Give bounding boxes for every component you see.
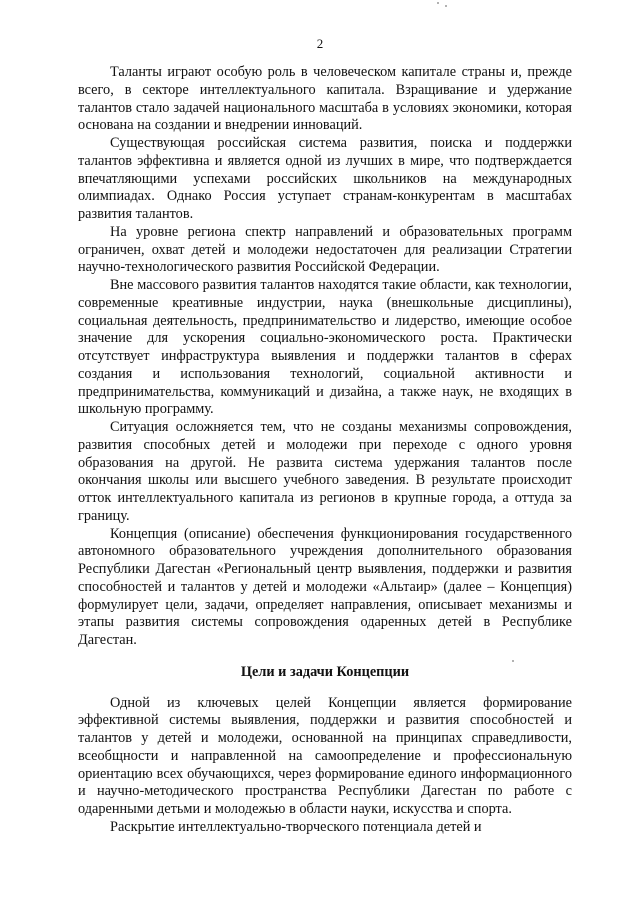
paragraph-talents-role: Таланты играют особую роль в человеческом капитале страны и, прежде всего, в секторе интеллектуального капитала. Взращивание и удержание талантов стало задачей национального масштаба в условиях экономики, которая основана на создании и внедрении инноваций. (78, 64, 572, 134)
paragraph-situation: Ситуация осложняется тем, что не созданы механизмы сопровождения, развития способных детей и молодежи при переходе с одного уровня образования на другой. Не развита система удержания талантов после окончания школы или высшего учебного заведения. В результате происходит отток интеллектуального капитала из регионов в крупные города, а оттуда за границу. (78, 419, 572, 524)
paragraph-regional-level: На уровне региона спектр направлений и образовательных программ ограничен, охват детей и молодежи недостаточен для реализации Стратегии научно-технологического развития Российской Федерации. (78, 223, 572, 276)
scan-speck (437, 2, 439, 4)
scan-speck (445, 5, 447, 7)
scan-speck (512, 660, 514, 662)
paragraph-russian-system: Существующая российская система развития, поиска и поддержки талантов эффективна и является одной из лучших в мире, что подтверждается впечатляющими успехами российских школьников на международных олимпиадах. Однако Россия уступает странам-конкурентам в масштабах развития талантов. (78, 135, 572, 222)
paragraph-key-goal: Одной из ключевых целей Концепции является формирование эффективной системы выявления, поддержки и развития способностей и талантов у детей и молодежи, основанной на принципах справедливости, всеобщности и направленной на самоопределение и профессиональную ориентацию всех обучающихся, через формирование единого информационного и научно-методического пространства Республики Дагестан по работе с одаренными детьми и молодежью в области науки, искусства и спорта. (78, 694, 572, 817)
page-number: 2 (316, 36, 324, 51)
paragraph-concept-description: Концепция (описание) обеспечения функционирования государственного автономного образовательного учреждения дополнительного образования Республики Дагестан «Региональный центр выявления, поддержки и развития способностей и талантов у детей и молодежи «Альтаир» (далее – Концепция) формулирует цели, задачи, определяет направления, описывает механизмы и этапы развития системы сопровождения одаренных детей в Республике Дагестан. (78, 525, 572, 648)
document-body (78, 64, 572, 837)
section-heading: Цели и задачи Концепции (240, 663, 410, 680)
paragraph-outside-mass-development: Вне массового развития талантов находятся такие области, как технологии, современные креативные индустрии, наука (внешкольные дисциплины), социальная деятельность, предпринимательство и лидерство, имеющие особое значение для ускорения социально-экономического роста. Практически отсутствует инфраструктура выявления и поддержки талантов в сферах создания и использования технологий, социальной активности и предпринимательства, коммуникаций и дизайна, а также наук, не входящих в школьную программу. (78, 277, 572, 418)
paragraph-disclosure: Раскрытие интеллектуально-творческого потенциала детей и (110, 818, 482, 835)
